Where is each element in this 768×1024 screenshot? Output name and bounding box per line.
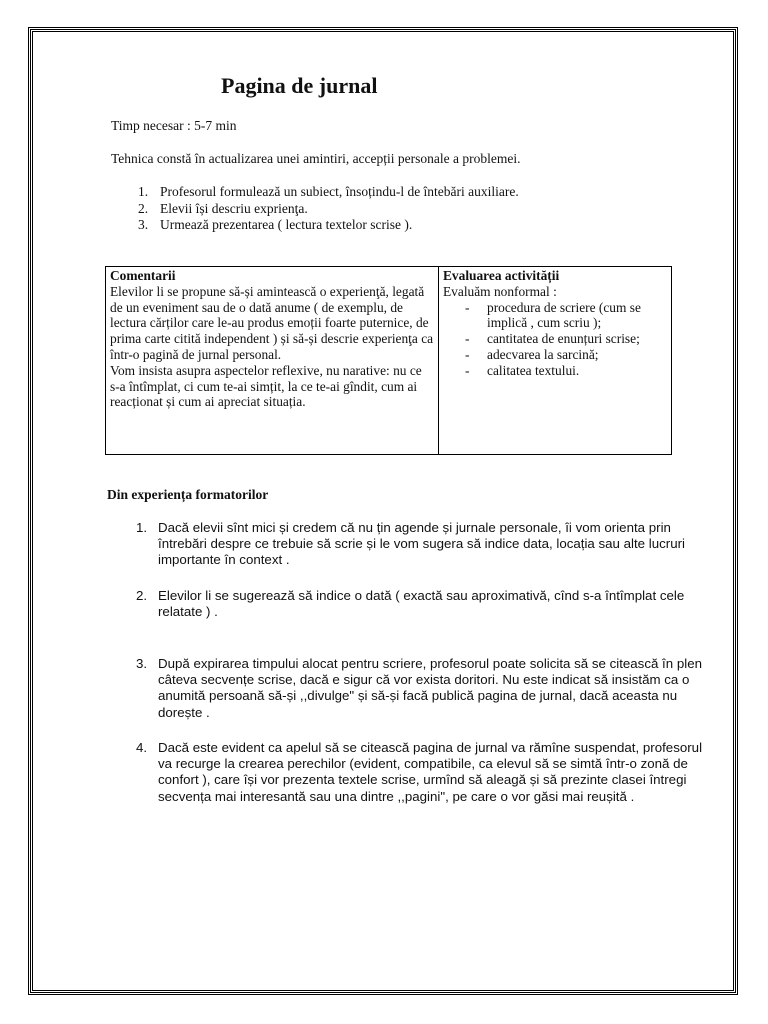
experience-heading: Din experiența formatorilor xyxy=(107,487,269,502)
step-text: Urmează prezentarea ( lectura textelor scrise ). xyxy=(160,217,413,232)
item-text: Dacă este evident ca apelul să se citească pagina de jurnal va rămîne suspendat, profesorul va recurge la crearea perechilor (evident, compatibile, ca elevul să se simtă într-o zonă de confort ), care își vor prezenta textele scrise, urmînd să aleagă și să prezinte clasei întregi secvența mai interesantă sau una dintre ,,pagini", pe care o vor găsi mai reușită . xyxy=(158,740,703,804)
list-item xyxy=(136,588,716,620)
comments-cell xyxy=(106,267,439,455)
step-text: Elevii își descriu exprienţa. xyxy=(160,200,308,216)
dash-bullet: - xyxy=(465,362,470,378)
evaluation-cell xyxy=(439,267,672,455)
step-number: 2. xyxy=(138,200,149,216)
step-number: 1. xyxy=(138,184,149,199)
dash-bullet: - xyxy=(465,299,470,315)
list-item xyxy=(138,184,519,201)
steps-list xyxy=(138,184,519,234)
list-item xyxy=(138,201,519,218)
time-required: Timp necesar : 5-7 min xyxy=(111,118,237,133)
page-title: Pagina de jurnal xyxy=(221,73,378,98)
comments-paragraph: Vom insista asupra aspectelor reflexive, nu narative: nu ce s-a întîmplat, ci cum te-ai simțit, la ce te-ai gîndit, cum ai reacționat și cum ai apreciat situația. xyxy=(110,362,422,410)
step-text: Profesorul formulează un subiect, însoțindu-l de întebări auxiliare. xyxy=(160,184,519,199)
evaluation-item: cantitatea de enunțuri scrise; xyxy=(487,331,640,347)
item-number: 1. xyxy=(136,520,148,535)
evaluation-heading: Evaluarea activității xyxy=(443,268,560,283)
list-item xyxy=(138,217,519,234)
item-number: 3. xyxy=(136,656,148,671)
dash-bullet: - xyxy=(465,331,470,347)
item-number: 4. xyxy=(136,740,148,755)
evaluation-item: procedura de scriere (cum se implică , cum scriu ); xyxy=(487,299,641,331)
activity-table xyxy=(105,266,672,455)
item-number: 2. xyxy=(136,588,148,603)
comments-heading: Comentarii xyxy=(110,268,176,283)
list-item xyxy=(443,331,667,347)
list-item xyxy=(443,300,667,332)
evaluation-item: adecvarea la sarcină; xyxy=(487,346,599,362)
evaluation-intro: Evaluăm nonformal : xyxy=(443,283,557,299)
dash-bullet: - xyxy=(465,346,470,362)
technique-description: Tehnica constă în actualizarea unei amintiri, accepții personale a problemei. xyxy=(111,151,521,166)
list-item xyxy=(136,740,716,805)
list-item xyxy=(443,347,667,363)
list-item xyxy=(136,520,716,569)
page-border-inner xyxy=(32,31,734,991)
step-number: 3. xyxy=(138,217,149,232)
item-text: Dacă elevii sînt mici și credem că nu țin agende și jurnale personale, îi vom orienta prin întrebări despre ce trebuie să scrie și le vom sugera să indice data, locația sau alte lucruri importante în context . xyxy=(158,520,685,568)
comments-paragraph: Elevilor li se propune să-și amintească o experienţă, legată de un eveniment sau de o dată anume ( de exemplu, de lectura cărților care le-au produs emoții foarte puternice, de prima carte citită independent ) și să-și descrie experienţa ca într-o pagină de jurnal personal. xyxy=(110,283,434,362)
item-text: După expirarea timpului alocat pentru scriere, profesorul poate solicita să se citească în plen câteva secvențe scrise, dacă e sigur că vor exista doritori. Nu este indicat să insistăm ca o anumită persoană să-și ,,divulge" și să-și facă publică pagina de jurnal, dacă aceasta nu dorește . xyxy=(158,656,702,720)
list-item xyxy=(443,363,667,379)
evaluation-list xyxy=(443,300,667,379)
list-item xyxy=(136,656,716,721)
item-text: Elevilor li se sugerează să indice o dată ( exactă sau aproximativă, cînd s-a întîmplat cele relatate ) . xyxy=(158,588,685,620)
evaluation-item: calitatea textului. xyxy=(487,362,580,378)
